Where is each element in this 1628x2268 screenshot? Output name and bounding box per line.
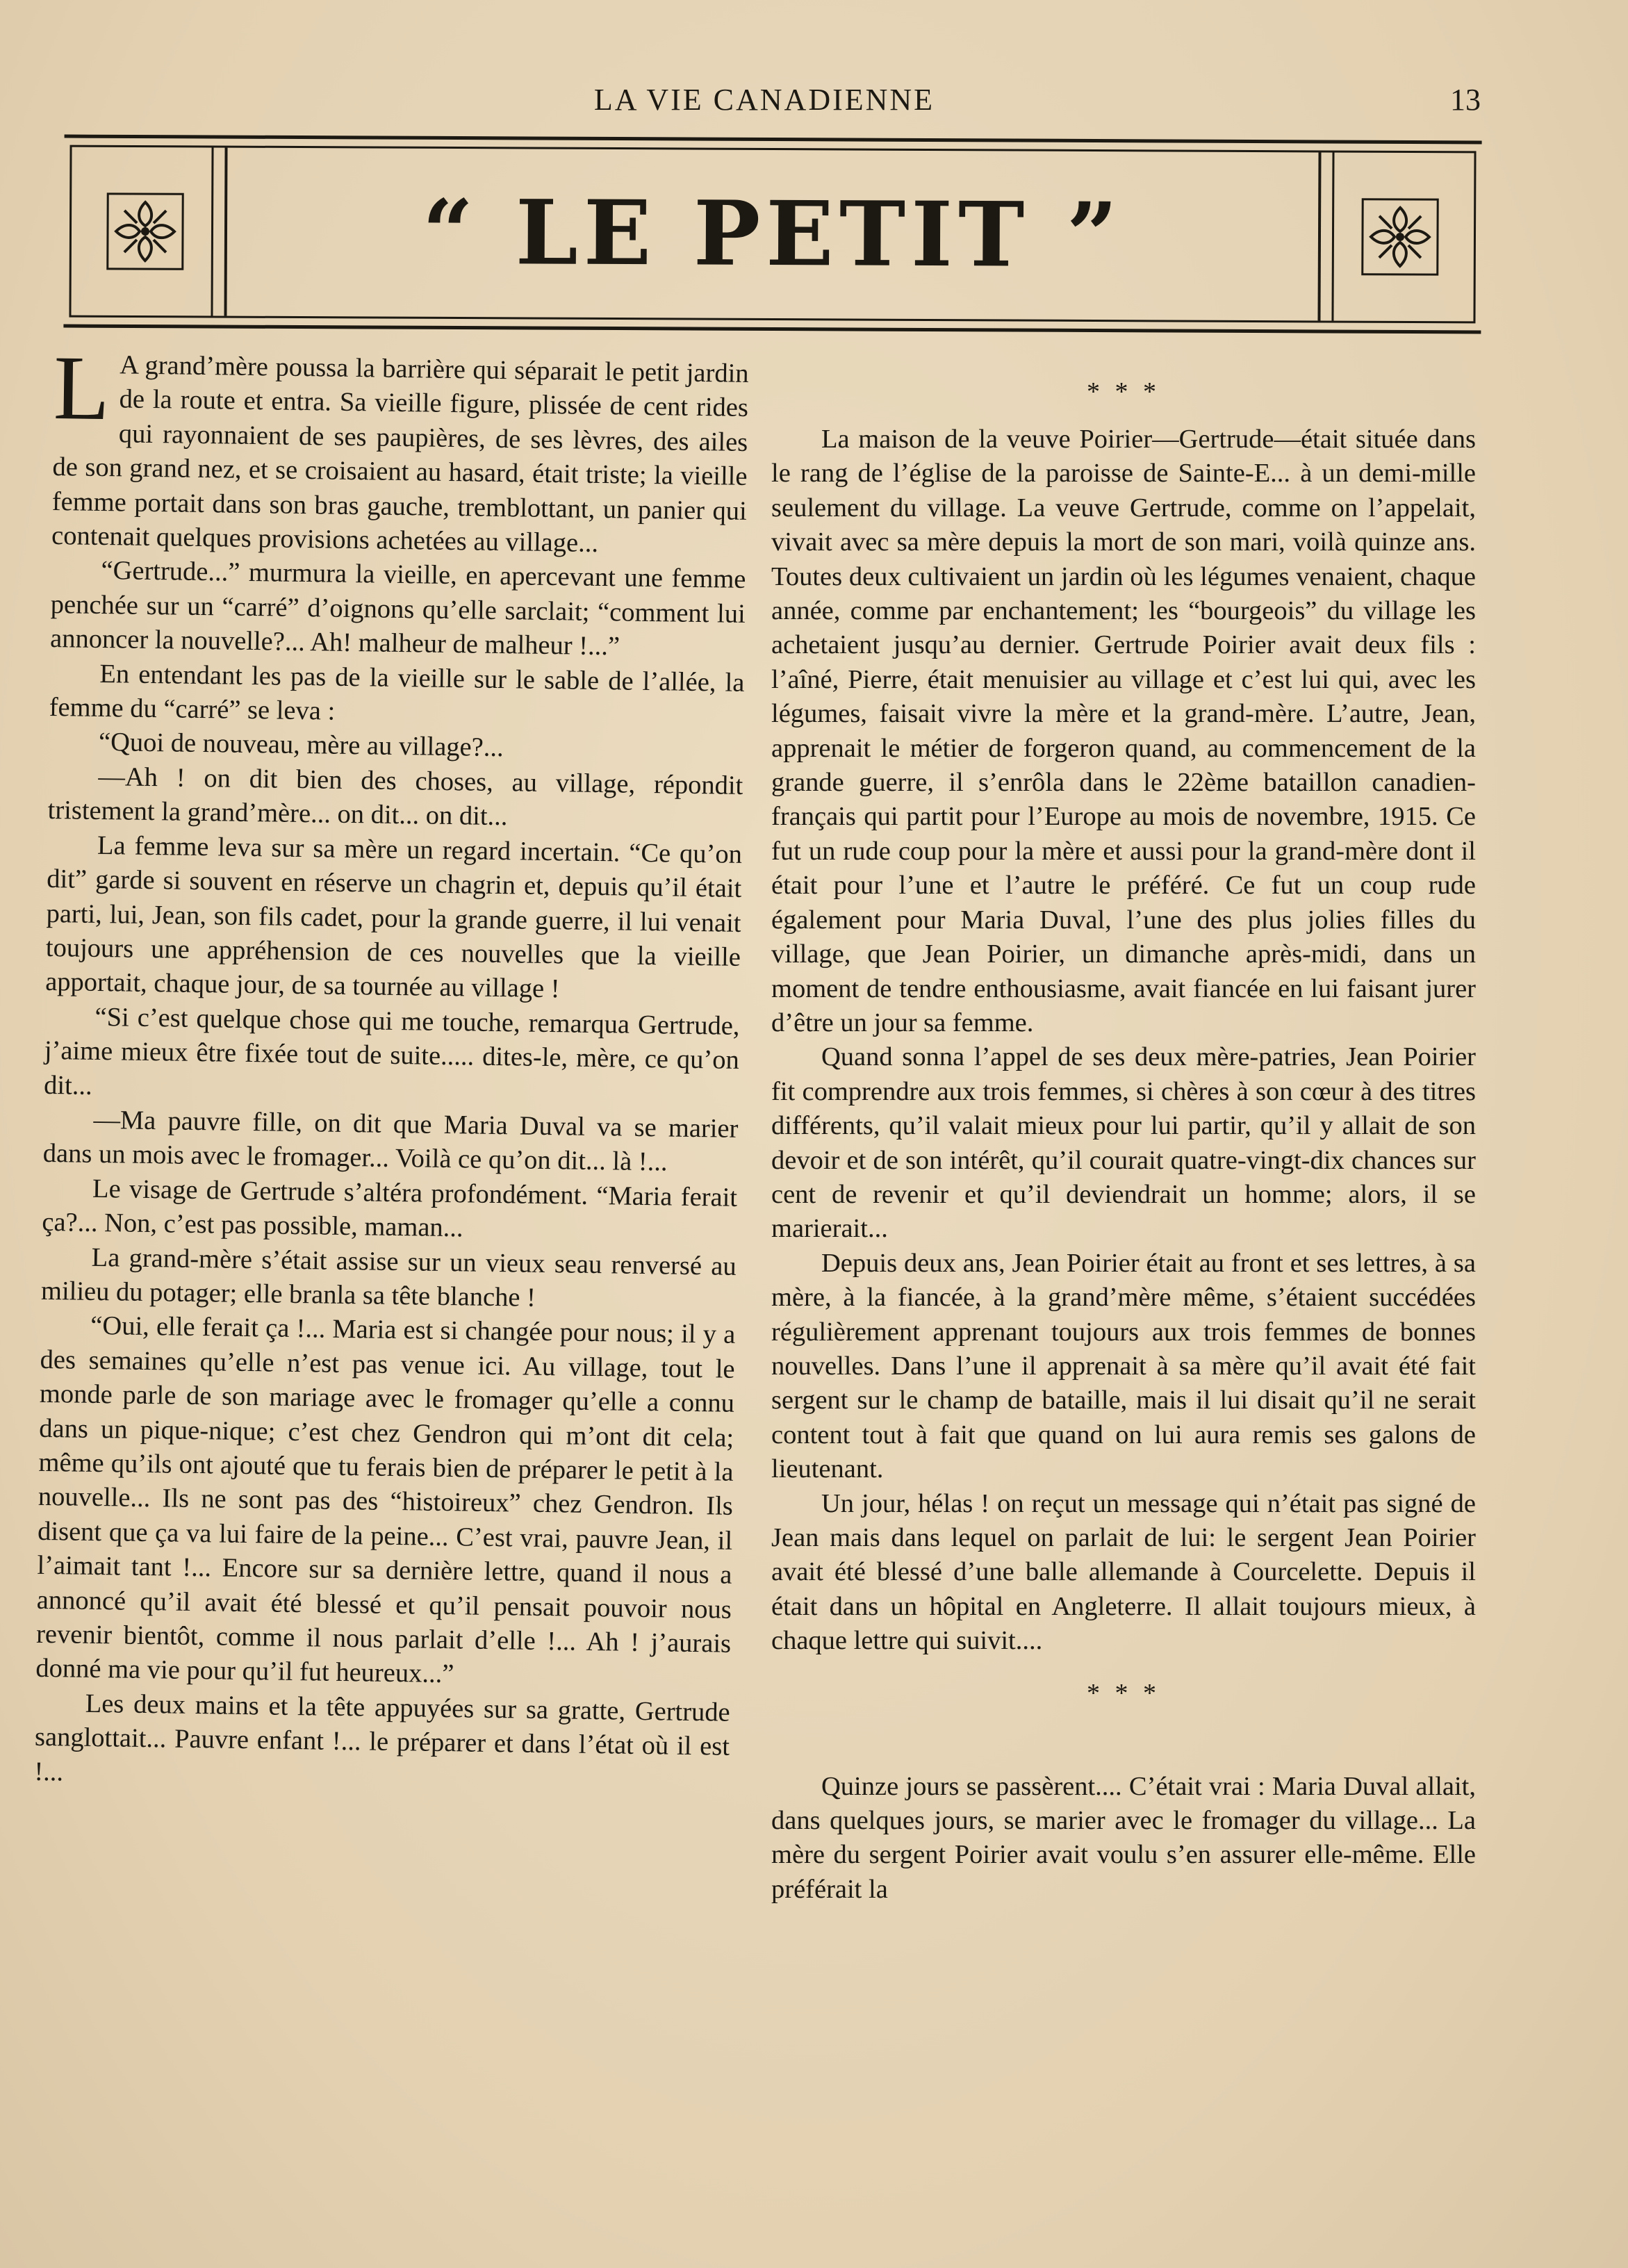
magazine-title: LA VIE CANADIENNE [593, 83, 935, 117]
paragraph [51, 336, 749, 563]
paragraph: “Oui, elle ferait ça !... Maria est si changée pour nous; il y a des semaines qu’elle n’est pas venue ici. Au village, tout le monde parle de son mariage avec le fromager qu’elle a connu dans un pique-nique; c’est chez Gendron qui m’ont dit cela; même qu’ils ont ajouté que tu ferais bien de préparer le petit à la nouvelle... Ils ne sont pas des “histoireux” chez Gendron. Ils disent que ça va lui faire de la peine... C’est vrai, pauvre Jean, il l’aimait tant !... Encore sur sa dernière lettre, quand il nous a annoncé qu’il avait été blessé et qu’il pensait pouvoir nous revenir bientôt, comme il nous parlait d’elle !... Ah ! j’aurais donné ma vie pour qu’il fut heureux...” [35, 1311, 736, 1689]
article-title: “ LE PETIT ” [422, 180, 1124, 288]
title-banner [63, 135, 1481, 334]
paragraph: La femme leva sur sa mère un regard incertain. “Ce qu’on dit” garde si souvent en réserve un chagrin et, depuis qu’il était parti, lui, Jean, son fils cadet, pour la grande guerre, il lui venait toujours une appréhension de ces nouvelles que la vieille apportait, chaque jour, de sa tournée au village ! [44, 830, 743, 1004]
floral-ornament-icon [1358, 195, 1442, 279]
paragraph: En entendant les pas de la vieille sur le sable de l’allée, la femme du “carré” se leva : [49, 659, 745, 726]
banner-left-panel [71, 147, 227, 316]
running-header [0, 82, 1628, 124]
drop-cap: L [53, 336, 110, 440]
section-separator: * * * [1087, 377, 1160, 406]
paragraph: Un jour, hélas ! on reçut un message qui n’était pas signé de Jean mais dans lequel on parlait de lui: le sergent Jean Poirier avait été blessé d’une balle allemande à Courcelette. Depuis il était dans un hôpital en Angleterre. Il allait toujours mieux, à chaque lettre qui suivit.... [771, 1488, 1476, 1656]
left-column [34, 336, 749, 1799]
paragraph: Quand sonna l’appel de ses deux mère-patries, Jean Poirier fit comprendre aux trois femmes, si chères à son cœur à des titres différents, qu’il valait mieux pour lui partir, qu’il y allait de son devoir et de son intérêt, qu’il courait quatre-vingt-dix chances sur cent de revenir et qu’il deviendrait un homme; alors, il se marierait... [771, 1042, 1476, 1244]
title-banner-frame [69, 145, 1476, 324]
floral-ornament-icon [104, 190, 188, 274]
paragraph: La maison de la veuve Poirier—Gertrude—était située dans le rang de l’église de la paroisse de Sainte-E... à un demi-mille seulement du village. La veuve Gertrude, comme on l’appelait, vivait avec sa mère depuis la mort de son mari, voilà quinze ans. Toutes deux cultivaient un jardin où les légumes venaient, chaque année, comme par enchantement; les “bourgeois” du village les achetaient jusqu’au dernier. Gertrude Poirier avait deux fils : l’aîné, Pierre, était menuisier au village et c’est lui qui, avec les légumes, faisait vivre la mère et la grand-mère. L’autre, Jean, apprenait le métier de forgeron quand, au commencement de la grande guerre, il s’enrôla dans le 22ème bataillon canadien-français qui partit pour l’Europe au mois de novembre, 1915. Ce fut un rude coup pour la mère et aussi pour la grand-mère dont il était pour l’une et l’autre le préféré. Ce fut un coup rude également pour Maria Duval, l’une des plus jolies filles du village, que Jean Poirier, un dimanche après-midi, dans un moment de tendre enthousiasme, avait fiancée en lui faisant jurer d’être un jour sa femme. [771, 425, 1476, 1037]
paragraph: Depuis deux ans, Jean Poirier était au front et ses lettres, à sa mère, à la fiancée, à la grand’mère même, s’étaient succédées régulièrement apprenant toujours aux trois femmes de bonnes nouvelles. Dans l’une il apprenait à sa mère qu’il avait été fait sergent sur le champ de bataille, mais il lui disait qu’il ne serait content tout à fait que quand on lui aura remis ses galons de lieutenant. [771, 1248, 1476, 1484]
paragraph: “Gertrude...” murmura la vieille, en apercevant une femme penchée sur un “carré” d’oignons qu’elle sarclait; “comment lui annoncer la nouvelle?... Ah! malheur de malheur !...” [49, 556, 746, 662]
section-separator: * * * [1087, 1678, 1160, 1708]
page-number: 13 [1450, 83, 1481, 117]
paragraph: “Quoi de nouveau, mère au village?... [98, 728, 504, 763]
paragraph: —Ah ! on dit bien des choses, au village, répondit tristement la grand’mère... on dit... on dit... [47, 762, 743, 832]
paragraph: “Si c’est quelque chose qui me touche, remarqua Gertrude, j’aime mieux être fixée tout de suite..... dites-le, mère, ce qu’on dit... [43, 1002, 740, 1101]
paragraph: Le visage de Gertrude s’altéra profondément. “Maria ferait ça?... Non, c’est pas possible, maman... [42, 1174, 738, 1243]
right-column [771, 361, 1476, 1907]
paragraph: La grand-mère s’était assise sur un vieux seau renversé au milieu du potager; elle branla sa tête blanche ! [40, 1242, 737, 1313]
paragraph: —Ma pauvre fille, on dit que Maria Duval va se marier dans un mois avec le fromager... Voilà ce qu’on dit... là !... [42, 1105, 739, 1177]
paragraph: Les deux mains et la tête appuyées sur sa gratte, Gertrude sanglottait... Pauvre enfant !... le préparer et dans l’état où il est !... [34, 1688, 730, 1787]
banner-right-panel [1317, 152, 1474, 321]
paragraph: Quinze jours se passèrent.... C’était vrai : Maria Duval allait, dans quelques jours, se marier avec le fromager du village... La mère du sergent Poirier avait voulu s’en assurer elle-même. Elle préférait la [771, 1771, 1476, 1904]
paragraph-text: A grand’mère poussa la barrière qui séparait le petit jardin de la route et entra. Sa vieille figure, plissée de cent rides qui rayonnaient de ses paupières, de ses lèvres, des ailes de son grand nez, et se croisaient au hasard, était triste; la vieille femme portait dans son bras gauche, tremblottant, un panier qui contenait quelques provisions achetées au village... [51, 350, 749, 558]
